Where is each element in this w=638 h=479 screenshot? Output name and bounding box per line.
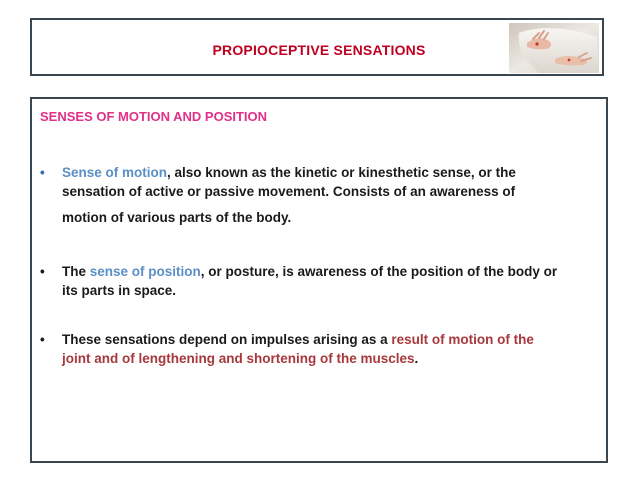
- bullet-text: , also known as the kinetic or kinesthetic sense, or the: [167, 165, 516, 180]
- bullet-text: motion of various parts of the body.: [62, 210, 292, 225]
- highlight-sense-of-position: sense of position: [89, 264, 201, 279]
- bullet-sense-of-position: [40, 262, 595, 302]
- bullet-text: The: [62, 264, 90, 279]
- slide-title: PROPIOCEPTIVE SENSATIONS: [212, 42, 426, 58]
- bullet-text: These sensations depend on impulses arising as a: [62, 332, 392, 347]
- content-box: [30, 97, 608, 463]
- bullet-marker: •: [40, 264, 45, 279]
- bullet-marker: •: [40, 332, 45, 347]
- highlight-joint-muscles: joint and of lengthening and shortening of the muscles: [62, 351, 415, 366]
- bullet-text: sensation of active or passive movement. Consists of an awareness of: [62, 184, 516, 199]
- highlight-result-of-motion: result of motion of the: [391, 332, 534, 347]
- bullet-sense-of-motion: [40, 163, 595, 223]
- bullet-text: , or posture, is awareness of the position of the body or: [200, 264, 558, 279]
- bullet-text: its parts in space.: [62, 283, 177, 298]
- hands-photo: [509, 23, 599, 73]
- hands-image: [509, 23, 599, 73]
- highlight-sense-of-motion: Sense of motion: [62, 165, 168, 180]
- bullet-impulses: [40, 330, 595, 370]
- bullet-text: .: [414, 351, 419, 366]
- bullet-marker: •: [40, 165, 45, 180]
- title-box: [30, 18, 604, 76]
- section-heading: SENSES OF MOTION AND POSITION: [40, 109, 268, 124]
